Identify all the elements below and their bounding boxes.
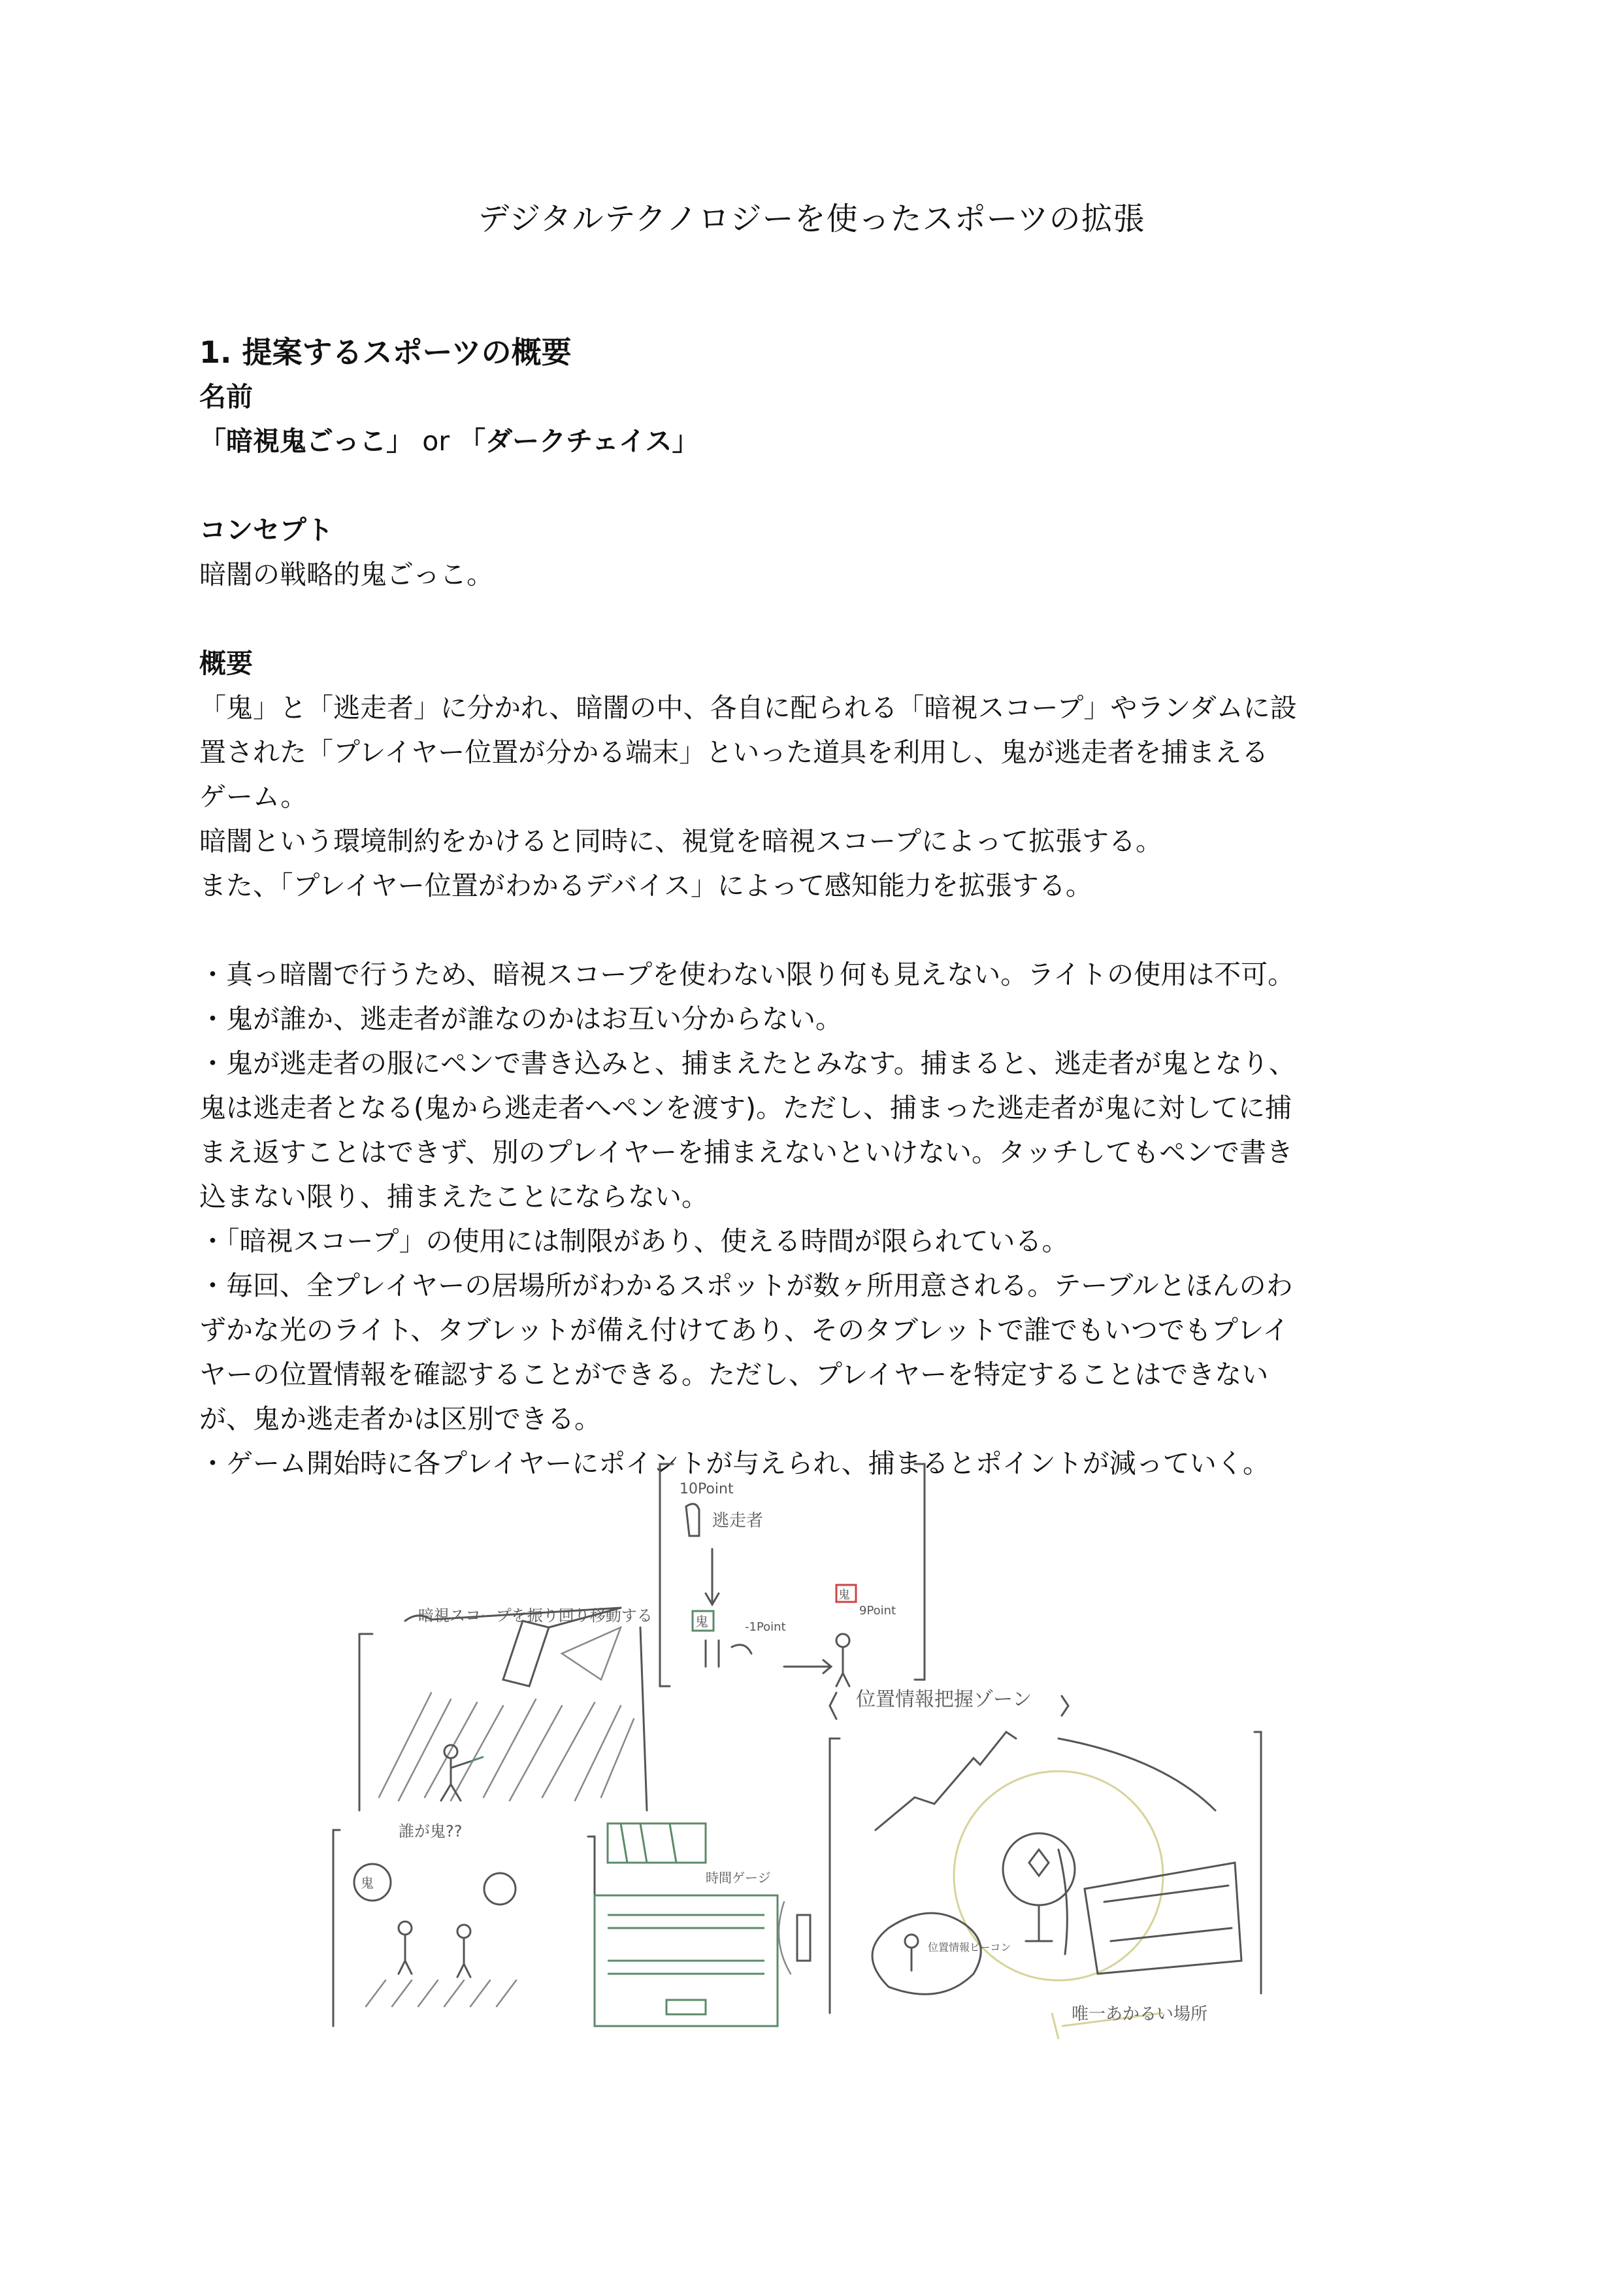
sketch-panel-who xyxy=(333,1822,595,2026)
document-title: デジタルテクノロジーを使ったスポーツの拡張 xyxy=(478,201,1145,237)
label-oni: 鬼 xyxy=(695,1614,708,1629)
rule-line: ・ゲーム開始時に各プレイヤーにポイントが与えられ、捕まるとポイントが減っていく。 xyxy=(199,1448,1270,1479)
name-line xyxy=(199,419,1441,463)
sketch-drawing xyxy=(314,1444,1268,2046)
overview-line: 「鬼」と「逃走者」に分かれ、暗闇の中、各自に配られる「暗視スコープ」やランダムに設 xyxy=(199,692,1297,724)
concept-label: コンセプト xyxy=(199,514,333,546)
label-zone: 位置情報把握ゾーン xyxy=(856,1688,1032,1711)
concept-text: 暗闇の戦略的鬼ごっこ。 xyxy=(199,559,494,590)
label-minus: -1Point xyxy=(745,1620,786,1634)
label-escapee: 逃走者 xyxy=(712,1511,764,1531)
overview-line: 暗闇という環境制約をかけると同時に、視覚を暗視スコープによって拡張する。 xyxy=(199,825,1162,857)
rule-line: ヤーの位置情報を確認することができる。ただし、プレイヤーを特定することはできない xyxy=(199,1359,1269,1390)
rule-line: ・毎回、全プレイヤーの居場所がわかるスポットが数ヶ所用意される。テーブルとほんのわ xyxy=(199,1270,1293,1301)
label-scope: 暗視スコープを振り回り移動する xyxy=(418,1606,653,1625)
overview-line: 置された「プレイヤー位置が分かる端末」といった道具を利用し、鬼が逃走者を捕まえる xyxy=(199,737,1269,768)
label-oni-2: 鬼 xyxy=(838,1588,850,1602)
rule-line: ・鬼が逃走者の服にペンで書き込みと、捕まえたとみなす。捕まると、逃走者が鬼となり、 xyxy=(199,1048,1296,1079)
name-or: or xyxy=(422,425,450,457)
sketch-panel-zone xyxy=(830,1688,1261,2039)
label-gauge: 時間ゲージ xyxy=(706,1870,771,1886)
label-after: 9Point xyxy=(859,1604,896,1618)
rule-line: まえ返すことはできず、別のプレイヤーを捕まえないといけない。タッチしてもペンで書き xyxy=(199,1137,1294,1168)
sketch-panel-gauge xyxy=(595,1823,810,2026)
label-oni-bubble: 鬼 xyxy=(361,1875,374,1891)
label-beacon: 位置情報ビーコン xyxy=(928,1941,1011,1954)
sketch-panel-scope xyxy=(359,1606,653,1810)
rule-line: 鬼は逃走者となる(鬼から逃走者へペンを渡す)。ただし、捕まった逃走者が鬼に対してに捕 xyxy=(199,1092,1292,1123)
concept-sketch xyxy=(314,1444,1268,2046)
label-points: 10Point xyxy=(680,1481,734,1497)
label-who: 誰が鬼?? xyxy=(399,1822,463,1840)
sketch-panel-points xyxy=(660,1464,925,1686)
overview-line: ゲーム。 xyxy=(199,781,308,812)
overview-line: また、「プレイヤー位置がわかるデバイス」によって感知能力を拡張する。 xyxy=(199,870,1092,901)
section-overview xyxy=(199,330,1441,1486)
rule-line: ずかな光のライト、タブレットが備え付けてあり、そのタブレットで誰でもいつでもプレイ xyxy=(199,1314,1290,1346)
section-heading: 1. 提案するスポーツの概要 xyxy=(199,335,572,370)
name-label: 名前 xyxy=(199,381,253,412)
rule-line: ・「暗視スコープ」の使用には制限があり、使える時間が限られている。 xyxy=(199,1225,1069,1257)
name-a: 「暗視鬼ごっこ」 xyxy=(199,425,414,457)
rule-line: ・真っ暗闇で行うため、暗視スコープを使わない限り何も見えない。ライトの使用は不可。 xyxy=(199,959,1295,990)
rule-line: ・鬼が誰か、逃走者が誰なのかはお互い分からない。 xyxy=(199,1003,842,1035)
rule-line: 込まない限り、捕まえたことにならない。 xyxy=(199,1181,708,1212)
rule-line: が、鬼か逃走者かは区別できる。 xyxy=(199,1403,601,1435)
label-only: 唯一あかるい場所 xyxy=(1072,2005,1208,2024)
name-b: 「ダークチェイス」 xyxy=(459,425,699,457)
overview-label: 概要 xyxy=(199,648,253,679)
